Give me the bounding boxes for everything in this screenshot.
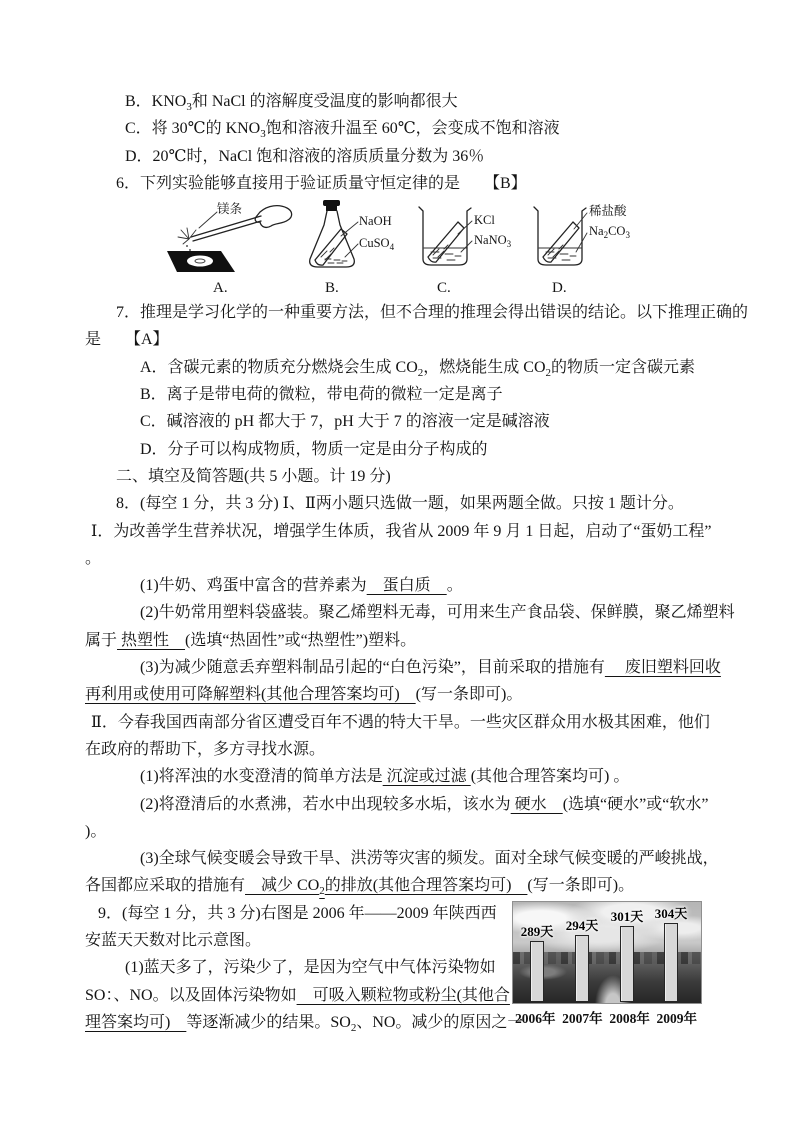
text-segment: SO：、NO。以及固体污染物如 — [85, 986, 297, 1004]
text-segment: 6．下列实验能够直接用于验证质量守恒定律的是 【B】 — [116, 174, 527, 192]
text-segment: 7．推理是学习化学的一种重要方法，但不合理的推理会得出错误的结论。以下推理正确的 — [116, 304, 749, 322]
text-segment: D．分子可以构成物质，物质一定是由分子构成的 — [140, 440, 488, 458]
text-line — [91, 709, 717, 736]
blue-sky-days-chart — [512, 901, 702, 1027]
text-segment: 2 — [319, 885, 325, 898]
text-segment: D．20℃时，NaCl 饱和溶液的溶质质量分数为 36％ — [125, 147, 485, 165]
chart-plot-area — [512, 901, 702, 1004]
text-segment: (选填“硬水”或“软水” — [562, 795, 709, 813]
text-segment: KCl — [474, 213, 495, 228]
text-line — [140, 599, 735, 626]
text-segment: NaNO — [474, 233, 507, 248]
text-segment: 热塑性 — [117, 631, 186, 649]
figure-b-caption: B. — [325, 280, 339, 297]
text-segment: 二、填空及简答题(共 5 小题。计 19 分) — [116, 467, 391, 485]
text-segment: 安蓝天天数对比示意图。 — [85, 932, 262, 950]
year-label: 2007年 — [562, 1011, 603, 1026]
text-segment: 。 — [446, 577, 463, 595]
bar-value-label: 301天 — [610, 909, 644, 924]
text-line — [91, 518, 717, 545]
text-segment: 。 — [85, 549, 102, 567]
text-segment: 再利用或使用可降解塑料(其他合理答案均可) — [85, 686, 416, 704]
text-line — [140, 654, 721, 681]
text-segment: 可吸入颗粒物或粉尘(其他合 — [296, 986, 510, 1004]
text-line — [116, 463, 717, 490]
text-line — [140, 381, 717, 408]
text-segment: 各国都应采取的措施有 — [85, 877, 246, 895]
year-label: 2008年 — [609, 1011, 650, 1026]
text-segment: B．离子是带电荷的微粒，带电荷的微粒一定是离子 — [140, 386, 503, 404]
text-line — [140, 791, 717, 818]
bar-value-label: 294天 — [565, 918, 599, 933]
text-segment: 9．(每空 1 分，共 3 分)右图是 2006 年——2009 年陕西西 — [98, 904, 497, 922]
chart-year-labels — [512, 1004, 700, 1027]
text-segment: 沉淀或过滤 — [382, 768, 471, 786]
text-segment: 饱和溶液升温至 60℃，会变成不饱和溶液 — [265, 120, 560, 138]
text-segment: C．将 30℃的 KNO — [125, 120, 261, 138]
text-line — [140, 354, 717, 381]
text-segment: A．含碳元素的物质充分燃烧会生成 CO — [140, 358, 418, 376]
apparatus-b-flask-naoh-cuso4 — [303, 199, 403, 299]
text-segment: 等逐渐减少的结果。SO — [186, 1013, 351, 1031]
text-segment: NaOH — [359, 214, 392, 229]
apparatus-a-burning-magnesium — [157, 199, 297, 299]
text-line — [85, 627, 717, 654]
text-segment: 稀盐酸 — [589, 204, 627, 219]
year-label: 2009年 — [656, 1011, 697, 1026]
figure-d-caption: D. — [552, 280, 567, 297]
figure-c-caption: C. — [437, 280, 451, 297]
text-segment: C．碱溶液的 pH 都大于 7，pH 大于 7 的溶液一定是碱溶液 — [140, 413, 550, 431]
text-line — [85, 326, 717, 353]
chart-bar — [620, 926, 634, 1002]
text-line — [125, 143, 717, 170]
bar-value-label: 289天 — [520, 924, 554, 939]
text-segment: 在政府的帮助下，多方寻找水源。 — [85, 740, 326, 758]
text-segment: 的排放(其他合理答案均可) — [324, 877, 528, 895]
chart-bar — [664, 923, 678, 1002]
text-segment: 8．(每空 1 分，共 3 分) Ⅰ、Ⅱ两小题只选做一题，如果两题全做。只按 1 题计分。 — [116, 495, 684, 513]
cuso4-label — [359, 237, 394, 254]
text-segment: 减少 CO — [245, 877, 320, 895]
text-segment: ，燃烧能生成 CO — [423, 358, 546, 376]
text-segment: 蛋白质 — [366, 577, 447, 595]
text-line — [116, 299, 749, 326]
text-line — [85, 681, 717, 708]
text-line — [116, 170, 717, 197]
text-segment: 2 — [545, 366, 552, 379]
text-segment: CO — [608, 224, 626, 239]
text-segment: 2 — [417, 366, 424, 379]
text-line — [85, 818, 717, 845]
text-segment: (1)牛奶、鸡蛋中富含的营养素为 — [140, 577, 367, 595]
text-segment: (1)将浑浊的水变澄清的简单方法是 — [140, 768, 383, 786]
text-line — [140, 436, 717, 463]
text-segment: 的物质一定含碳元素 — [551, 358, 696, 376]
text-line — [85, 736, 717, 763]
document-content — [85, 88, 749, 1036]
text-line — [140, 572, 717, 599]
experiment-figures-row — [157, 199, 717, 299]
chart-bar — [530, 941, 544, 1002]
text-segment: Ⅱ．今春我国西南部分省区遭受百年不遇的特大干旱。一些灾区群众用水极其困难，他们 — [91, 713, 710, 731]
text-segment: (选填“热固性”或“热塑性”)塑料。 — [185, 631, 417, 649]
text-segment: Ⅰ．为改善学生营养状况，增强学生体质，我省从 2009 年 9 月 1 日起，启动了“蛋奶工程” — [91, 522, 712, 540]
text-segment: 2 — [350, 1021, 357, 1034]
text-line — [140, 763, 717, 790]
text-segment: 4 — [389, 242, 395, 253]
text-segment: 3 — [260, 128, 266, 141]
text-segment: (其他合理答案均可) 。 — [470, 768, 630, 786]
year-label: 2006年 — [515, 1011, 556, 1026]
text-segment: (1)蓝天多了，污染少了，是因为空气中气体污染物如 — [125, 959, 496, 977]
text-line — [125, 88, 717, 115]
text-segment: (2)将澄清后的水煮沸，若水中出现较多水垢，该水为 — [140, 795, 511, 813]
kcl-label — [474, 214, 495, 227]
bar-value-label: 304天 — [654, 906, 688, 921]
text-segment: 2 — [603, 230, 609, 241]
text-line — [140, 408, 717, 435]
text-segment: 和 NaCl 的溶解度受温度的影响都很大 — [191, 93, 458, 110]
text-segment: 镁条 — [217, 202, 243, 217]
text-segment: 理答案均可) — [85, 1013, 187, 1031]
text-segment: 是 【A】 — [85, 331, 169, 349]
text-line — [140, 845, 717, 872]
text-segment: (3)为减少随意丢弃塑料制品引起的“白色污染”，目前采取的措施有 — [140, 659, 605, 677]
chart-bar — [575, 935, 589, 1002]
text-segment: 属于 — [85, 631, 118, 649]
text-segment: 废旧塑料回收 — [604, 659, 721, 677]
apparatus-d-beaker-hcl-na2co3 — [526, 199, 641, 299]
text-segment: 3 — [186, 101, 192, 113]
text-segment: (3)全球气候变暖会导致干旱、洪涝等灾害的频发。面对全球气候变暖的严峻挑战， — [140, 850, 719, 868]
text-segment: 、NO。减少的原因之一 — [356, 1013, 524, 1031]
text-segment: 硬水 — [510, 795, 563, 813]
text-segment: (写一条即可)。 — [527, 877, 635, 895]
text-segment: (2)牛奶常用塑料袋盛装。聚乙烯塑料无毒，可用来生产食品袋、保鲜膜，聚乙烯塑料 — [140, 604, 735, 622]
text-line — [116, 490, 717, 517]
magnesium-strip-label — [217, 203, 242, 216]
text-segment: Na — [589, 224, 604, 239]
nano3-label — [474, 234, 511, 251]
text-segment: (写一条即可)。 — [415, 686, 523, 704]
text-segment: B．KNO — [125, 93, 187, 110]
text-line — [85, 872, 717, 899]
figure-a-caption: A. — [213, 280, 228, 297]
text-line — [125, 115, 717, 142]
naoh-label — [359, 215, 392, 228]
text-segment: )。 — [85, 822, 107, 840]
text-segment: 3 — [506, 239, 512, 250]
apparatus-c-beaker-kcl-nano3 — [411, 199, 516, 299]
text-segment: 3 — [625, 230, 630, 241]
na2co3-label — [589, 225, 630, 242]
text-line — [85, 545, 717, 572]
text-segment: CuSO — [359, 236, 390, 251]
question-5-options-and-question-6 — [85, 88, 717, 197]
dilute-hydrochloric-acid-label — [589, 205, 627, 218]
